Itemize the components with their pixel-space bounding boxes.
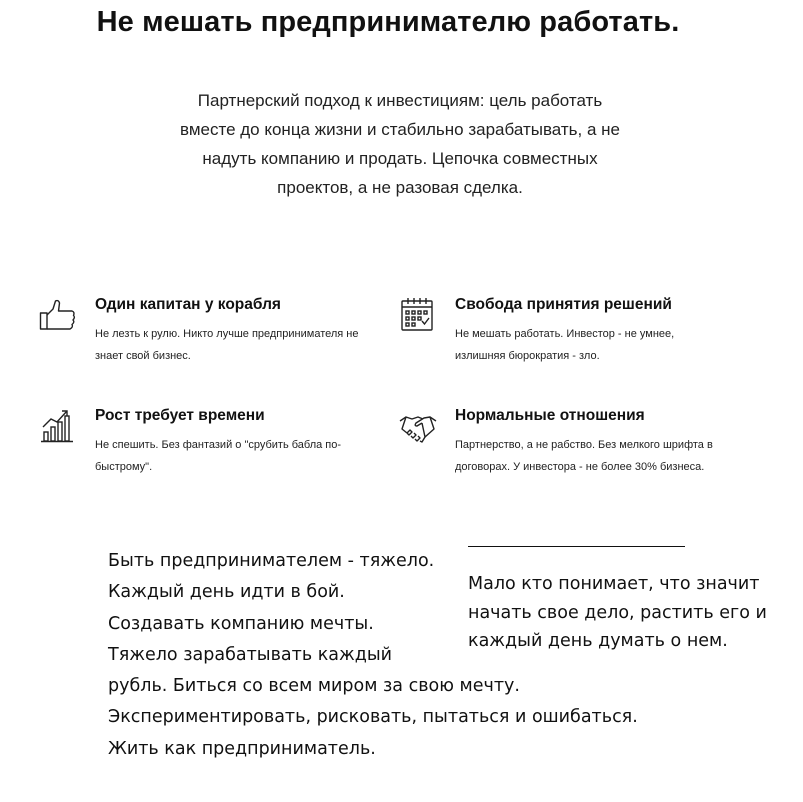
feature-text-line: Не лезть к рулю. Никто лучше предпринимателя не: [95, 328, 359, 340]
feature-text-line: Не спешить. Без фантазий о "срубить бабла по-: [95, 439, 342, 451]
feature-title: Нормальные отношения: [455, 407, 645, 424]
feature-text-line: излишняя бюрократия - зло.: [455, 350, 600, 362]
feature-text-line: знает свой бизнес.: [95, 350, 191, 362]
quote-line: Создавать компанию мечты.: [108, 613, 374, 634]
quote-line: Жить как предприниматель.: [108, 738, 376, 759]
quote-line: Каждый день идти в бой.: [108, 582, 345, 603]
side-quote: [468, 570, 767, 656]
intro-line: Партнерский подход к инвестициям: цель работать: [197, 91, 603, 110]
intro-paragraph: [140, 86, 660, 202]
feature-title: Один капитан у корабля: [95, 296, 281, 313]
quote-divider: [468, 546, 685, 547]
feature-text-line: договорах. У инвестора - не более 30% бизнеса.: [455, 461, 705, 473]
quote-line: Тяжело зарабатывать каждый: [108, 644, 393, 665]
calendar-icon: [399, 296, 437, 334]
feature-title: Рост требует времени: [95, 407, 265, 424]
feature-text: [95, 434, 395, 478]
intro-line: надуть компанию и продать. Цепочка совместных: [202, 149, 598, 168]
feature-text-line: Партнерство, а не рабство. Без мелкого шрифта в: [455, 439, 713, 451]
intro-line: вместе до конца жизни и стабильно зарабатывать, а не: [180, 120, 620, 139]
growth-chart-icon: [39, 407, 77, 445]
quote-line: рубль. Биться со всем миром за свою мечту.: [108, 676, 520, 697]
quote-line: Экспериментировать, рисковать, пытаться и ошибаться.: [108, 707, 638, 728]
feature-text-line: Не мешать работать. Инвестор - не умнее,: [455, 328, 675, 340]
handshake-icon: [399, 407, 437, 445]
quote-line: начать свое дело, растить его и: [468, 602, 767, 623]
thumbs-up-icon: [39, 296, 77, 334]
feature-text: [455, 434, 755, 478]
quote-line: Быть предпринимателем - тяжело.: [108, 551, 435, 571]
feature-text-line: быстрому".: [95, 461, 153, 473]
quote-line: каждый день думать о нем.: [468, 631, 728, 651]
quote-line: Мало кто понимает, что значит: [468, 574, 760, 594]
feature-text: [455, 323, 755, 367]
feature-text: [95, 323, 395, 367]
page-title: Не мешать предпринимателю работать.: [96, 6, 680, 38]
intro-line: проектов, а не разовая сделка.: [277, 178, 523, 197]
feature-title: Свобода принятия решений: [455, 296, 672, 313]
